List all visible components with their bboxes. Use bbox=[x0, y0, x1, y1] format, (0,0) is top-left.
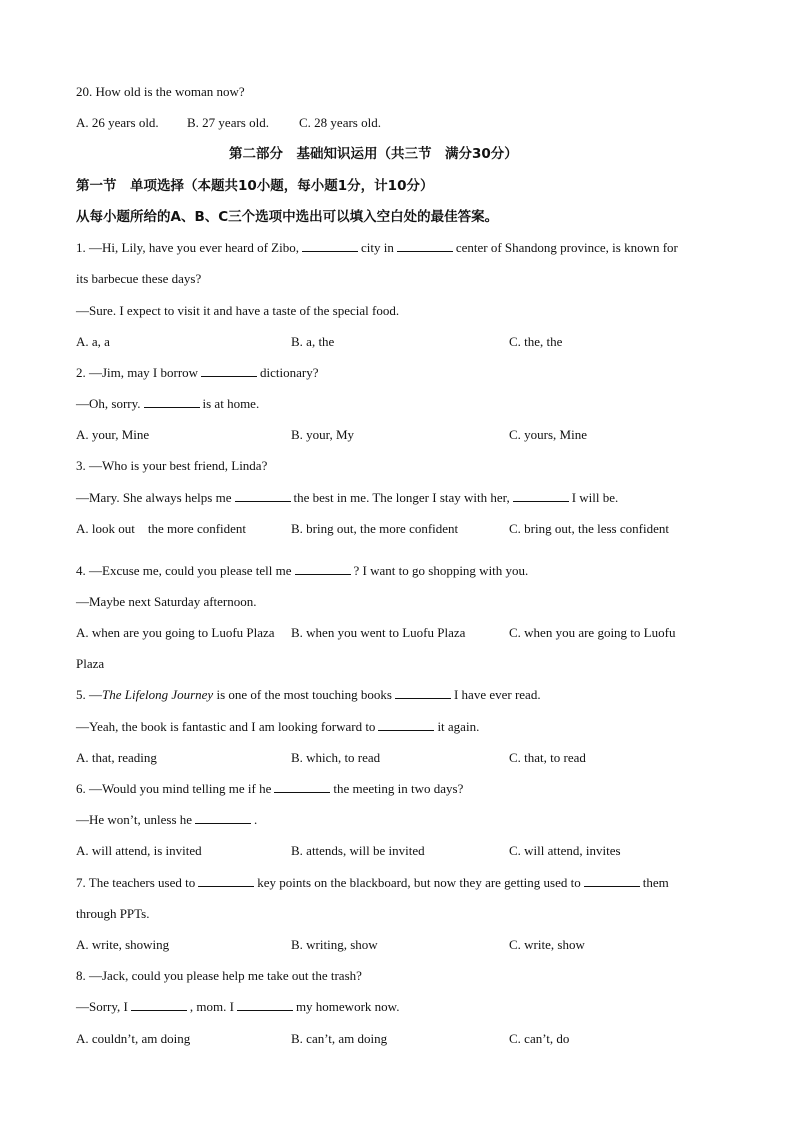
q2-reply-part-b: is at home. bbox=[202, 396, 260, 411]
q1-stem-part-a: 1. —Hi, Lily, have you ever heard of Zibo, bbox=[76, 240, 299, 255]
q1-option-c: C. the, the bbox=[509, 334, 563, 349]
q4-option-c: C. when you are going to Luofu bbox=[509, 625, 676, 640]
q4-option-a: A. when are you going to Luofu Plaza bbox=[76, 625, 275, 640]
q3-reply bbox=[76, 490, 618, 506]
q4-option-b: B. when you went to Luofu Plaza bbox=[291, 625, 466, 640]
q8-reply-part-a: —Sorry, I bbox=[76, 999, 128, 1014]
q3-option-a: A. look out the more confident bbox=[76, 521, 247, 536]
q4-reply: —Maybe next Saturday afternoon. bbox=[76, 594, 257, 609]
q20-option-a: A. 26 years old. bbox=[76, 115, 159, 130]
q20-stem: 20. How old is the woman now? bbox=[76, 84, 245, 99]
q7-stem-cont: through PPTs. bbox=[76, 906, 150, 921]
q1-stem-cont: its barbecue these days? bbox=[76, 271, 202, 286]
q5-stem-part-a: 5. — bbox=[76, 687, 102, 702]
q8-reply-part-b: , mom. I bbox=[189, 999, 234, 1014]
q6-option-c: C. will attend, invites bbox=[509, 843, 621, 858]
q2-option-c: C. yours, Mine bbox=[509, 427, 587, 442]
blank bbox=[235, 490, 291, 502]
section1-instruction: 从每小题所给的A、B、C三个选项中选出可以填入空白处的最佳答案。 bbox=[76, 209, 499, 225]
q5-reply bbox=[76, 719, 479, 735]
q3-option-b: B. bring out, the more confident bbox=[291, 521, 459, 536]
q1-stem bbox=[76, 240, 678, 256]
q1-stem-part-b: city in bbox=[360, 240, 394, 255]
blank bbox=[397, 240, 453, 252]
blank bbox=[201, 365, 257, 377]
q7-option-c: C. write, show bbox=[509, 937, 585, 952]
q6-stem bbox=[76, 781, 463, 797]
q6-reply bbox=[76, 812, 257, 828]
q5-option-c: C. that, to read bbox=[509, 750, 586, 765]
q3-option-c: C. bring out, the less confident bbox=[509, 521, 669, 536]
blank bbox=[195, 812, 251, 824]
blank bbox=[144, 396, 200, 408]
q5-stem bbox=[76, 687, 541, 703]
blank bbox=[395, 687, 451, 699]
q5-option-b: B. which, to read bbox=[291, 750, 381, 765]
q4-stem-part-b: ? I want to go shopping with you. bbox=[353, 563, 529, 578]
q6-option-b: B. attends, will be invited bbox=[291, 843, 425, 858]
q6-stem-part-a: 6. —Would you mind telling me if he bbox=[76, 781, 272, 796]
q20-option-b: B. 27 years old. bbox=[187, 115, 269, 130]
q7-stem bbox=[76, 875, 669, 891]
q4-stem-part-a: 4. —Excuse me, could you please tell me bbox=[76, 563, 292, 578]
q2-reply bbox=[76, 396, 259, 412]
q6-reply-part-a: —He won’t, unless he bbox=[76, 812, 193, 827]
q2-stem-part-a: 2. —Jim, may I borrow bbox=[76, 365, 199, 380]
q3-reply-part-b: the best in me. The longer I stay with her, bbox=[293, 490, 510, 505]
q1-option-b: B. a, the bbox=[291, 334, 335, 349]
q7-stem-part-a: 7. The teachers used to bbox=[76, 875, 196, 890]
q6-stem-part-b: the meeting in two days? bbox=[333, 781, 464, 796]
q5-book-title: The Lifelong Journey bbox=[102, 687, 214, 702]
q8-option-a: A. couldn’t, am doing bbox=[76, 1031, 191, 1046]
blank bbox=[237, 999, 293, 1011]
blank bbox=[274, 781, 330, 793]
q2-stem-part-b: dictionary? bbox=[260, 365, 319, 380]
q5-reply-part-b: it again. bbox=[437, 719, 480, 734]
q3-stem: 3. —Who is your best friend, Linda? bbox=[76, 458, 268, 473]
q6-option-a: A. will attend, is invited bbox=[76, 843, 202, 858]
q8-reply-part-c: my homework now. bbox=[295, 999, 400, 1014]
q7-stem-part-b: key points on the blackboard, but now they are getting used to bbox=[257, 875, 581, 890]
q7-option-b: B. writing, show bbox=[291, 937, 378, 952]
q4-stem bbox=[76, 563, 528, 579]
blank bbox=[295, 563, 351, 575]
q4-option-c-cont: Plaza bbox=[76, 656, 105, 671]
q8-stem: 8. —Jack, could you please help me take out the trash? bbox=[76, 968, 362, 983]
q1-stem-part-c: center of Shandong province, is known for bbox=[455, 240, 678, 255]
q5-stem-part-c: I have ever read. bbox=[453, 687, 541, 702]
q5-option-a: A. that, reading bbox=[76, 750, 157, 765]
q20-option-c: C. 28 years old. bbox=[299, 115, 381, 130]
blank bbox=[198, 875, 254, 887]
section1-title: 第一节 单项选择（本题共10小题，每小题1分，计10分） bbox=[76, 178, 434, 194]
q3-reply-part-a: —Mary. She always helps me bbox=[76, 490, 232, 505]
blank bbox=[378, 719, 434, 731]
q1-reply: —Sure. I expect to visit it and have a taste of the special food. bbox=[76, 303, 400, 318]
q8-option-c: C. can’t, do bbox=[509, 1031, 570, 1046]
q7-option-a: A. write, showing bbox=[76, 937, 170, 952]
blank bbox=[513, 490, 569, 502]
q2-option-a: A. your, Mine bbox=[76, 427, 150, 442]
q5-stem-part-b: is one of the most touching books bbox=[216, 687, 392, 702]
q7-stem-part-c: them bbox=[642, 875, 669, 890]
q1-option-a: A. a, a bbox=[76, 334, 110, 349]
q2-option-b: B. your, My bbox=[291, 427, 355, 442]
q6-reply-part-b: . bbox=[254, 812, 258, 827]
q8-reply bbox=[76, 999, 399, 1015]
q2-reply-part-a: —Oh, sorry. bbox=[76, 396, 141, 411]
part2-title: 第二部分 基础知识运用（共三节 满分30分） bbox=[229, 146, 518, 162]
q8-option-b: B. can’t, am doing bbox=[291, 1031, 388, 1046]
q5-reply-part-a: —Yeah, the book is fantastic and I am looking forward to bbox=[76, 719, 376, 734]
q2-stem bbox=[76, 365, 319, 381]
q3-reply-part-c: I will be. bbox=[571, 490, 619, 505]
blank bbox=[302, 240, 358, 252]
blank bbox=[131, 999, 187, 1011]
blank bbox=[584, 875, 640, 887]
